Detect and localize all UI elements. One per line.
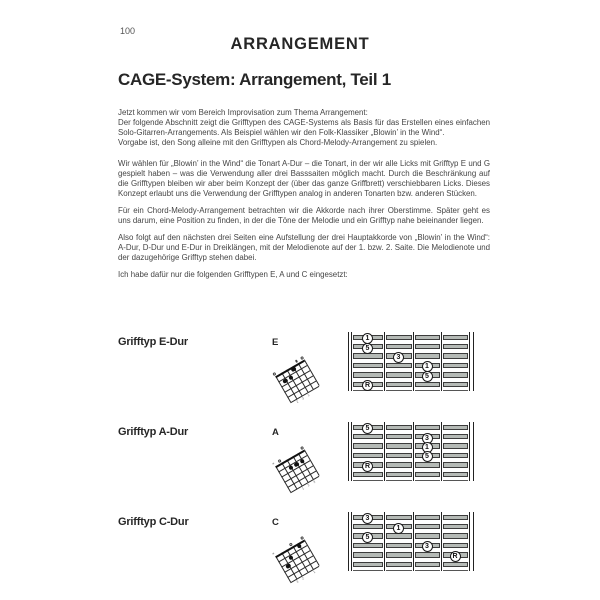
chord-grid-small [270,444,320,500]
fret-line [473,512,474,571]
string-bar [386,453,412,459]
fingering-number: 2 [301,576,305,581]
fret-line [413,422,414,481]
fretboard-bottom-edge [415,390,440,392]
fret-line [384,332,385,391]
chord-type-label: Grifftyp A-Dur [118,426,189,438]
chord-grid [273,356,322,407]
fret-line [351,422,352,481]
fret-line [469,332,470,391]
string-bar [415,382,440,388]
interval-marker: 1 [393,523,404,534]
fret-line [473,422,474,481]
fret-line [469,422,470,481]
string-bar [443,344,468,350]
chord-row [118,420,500,510]
fretboard-bottom-edge [443,570,468,572]
string-bar [386,462,412,468]
string-bar [443,453,468,459]
string-bar [443,524,468,530]
fingering-number: 3 [312,479,317,485]
string-bar [443,434,468,440]
string-bar [415,524,440,530]
chord-grid-small [276,354,320,410]
paragraph-intro: Jetzt kommen wir vom Bereich Improvisation zum Thema Arrangement: [118,108,368,117]
fret-line [348,512,349,571]
string-bar [353,552,383,558]
fret-line [441,422,442,481]
fret-line [351,512,352,571]
fingering-number: 1 [306,393,311,398]
chord-row [118,510,500,600]
string-bar [353,472,383,478]
section-title: ARRANGEMENT [230,35,370,53]
fret-line [413,332,414,391]
paragraph-key-choice: Wir wählen für „Blowin’ in the Wind“ die Tonart A-Dur – die Tonart, in der wir alle Licks mit Grifftyp E und G gespielt haben – was die Verwendung aller drei Basssaiten möglich macht. Durch die Beschränkung auf die Grifftypen bleiben wir aber beim Konzept der (über das ganze Griffbrett) verschiebbaren Licks. Dieses Konzept erlaubt uns die Verwendung der Grifftypen analog in anderen Tonarten bzw. anderen Stücken. [118,159,490,198]
fretboard-bottom-edge [386,570,412,572]
interval-marker: 3 [393,352,404,363]
fingering-number: 1 [312,569,317,575]
string-bar [386,472,412,478]
interval-marker: R [450,551,461,562]
fingering-number: 3 [301,396,305,401]
string-bar [443,443,468,449]
string-bar [353,543,383,549]
fret-line [348,332,349,391]
chord-grid [270,536,322,587]
fretboard-bottom-edge [443,480,468,482]
string-bar [443,363,468,369]
fret-line [351,332,352,391]
string-bar [353,453,383,459]
chord-grid-small [270,534,320,590]
string-bar [443,382,468,388]
interval-marker: 5 [362,532,373,543]
chord-type-label: Grifftyp C-Dur [118,516,189,528]
string-bar [415,335,440,341]
chord-letter: C [272,517,279,528]
interval-marker: 1 [422,442,433,453]
fret-line [441,332,442,391]
string-bar [415,562,440,568]
interval-marker: 3 [362,513,373,524]
page-title: CAGE-System: Arrangement, Teil 1 [118,70,391,89]
interval-marker: R [362,461,373,472]
string-bar [386,425,412,431]
fretboard-diagram [348,512,474,572]
fretboard-diagram [348,422,474,482]
interval-marker: 3 [422,541,433,552]
string-bar [415,472,440,478]
string-bar [443,372,468,378]
fret-line [413,512,414,571]
fretboard-bottom-edge [353,570,383,572]
string-bar [443,533,468,539]
fingering-number: 2 [295,399,300,404]
interval-marker: 5 [422,451,433,462]
string-bar [443,335,468,341]
fretboard-diagram [348,332,474,392]
fret-line [348,422,349,481]
chord-type-label: Grifftyp E-Dur [118,336,188,348]
chord-grid [270,446,322,497]
string-bar [386,562,412,568]
string-bar [353,353,383,359]
fingering-number: 3 [295,579,300,584]
muted-string-marker: × [270,550,276,557]
string-bar [386,443,412,449]
string-bar [415,462,440,468]
string-bar [415,425,440,431]
paragraph-goal: Vorgabe ist, den Song alleine mit den Grifftypen als Chord-Melody-Arrangement zu spielen. [118,138,438,147]
string-bar [386,344,412,350]
chord-diagrams [118,330,500,600]
string-bar [386,335,412,341]
fingering-number: 2 [306,483,311,488]
fretboard-bottom-edge [386,480,412,482]
string-bar [353,434,383,440]
fretboard-bottom-edge [353,480,383,482]
page-number: 100 [120,26,136,36]
string-bar [386,552,412,558]
fret-line [384,422,385,481]
paragraph-grifftypen-used: Ich habe dafür nur die folgenden Grifftypen E, A und C eingesetzt: [118,270,348,279]
paragraph-chord-melody: Für ein Chord-Melody-Arrangement betrachten wir die Akkorde nach ihrer Oberstimme. Später geht es uns darum, eine Position zu finden, in der die Töne der Melodie und ein Grifftyp nahe beieinander liegen. [118,206,490,225]
string-bar [415,533,440,539]
string-bar [415,515,440,521]
fretboard-bottom-edge [386,390,412,392]
string-bar [386,533,412,539]
interval-marker: 5 [362,343,373,354]
string-bar [353,443,383,449]
chord-row [118,330,500,420]
string-bar [386,363,412,369]
interval-marker: 1 [362,333,373,344]
fingering-number: 1 [301,486,305,491]
string-bar [415,552,440,558]
string-bar [443,515,468,521]
fretboard-bottom-edge [443,390,468,392]
string-bar [353,363,383,369]
paragraph-overview: Der folgende Abschnitt zeigt die Grifftypen des CAGE-Systems als Basis für das Erstellen eines einfachen Solo-Gitarren-Arrangements. Als Beispiel wählen wir den Folk-Klassiker „Blowin’ in the Wind“. [118,118,490,137]
string-bar [415,353,440,359]
fret-line [473,332,474,391]
chord-letter: E [272,337,279,348]
body-text [118,108,490,280]
string-bar [443,462,468,468]
string-bar [353,372,383,378]
string-bar [443,353,468,359]
fretboard-bottom-edge [415,480,440,482]
fret-line [469,512,470,571]
string-bar [386,382,412,388]
interval-marker: 5 [362,423,373,434]
string-bar [415,344,440,350]
interval-marker: 3 [422,433,433,444]
muted-string-marker: × [270,460,276,467]
string-bar [386,372,412,378]
fret-line [384,512,385,571]
interval-marker: 1 [422,361,433,372]
chord-letter: A [272,427,279,438]
string-bar [353,524,383,530]
string-bar [386,543,412,549]
fret-line [441,512,442,571]
string-bar [443,562,468,568]
interval-marker: 5 [422,371,433,382]
string-bar [443,543,468,549]
paragraph-next-pages: Also folgt auf den nächsten drei Seiten eine Aufstellung der drei Hauptakkorde von „Blowin’ in the Wind“: A-Dur, D-Dur und E-Dur in Dreiklängen, mit der Melodienote auf der 1. bzw. 2. Saite. Die Melodienote und der dazugehörige Grifftyp stehen dabei. [118,233,490,262]
string-bar [443,425,468,431]
string-bar [386,434,412,440]
fretboard-bottom-edge [415,570,440,572]
string-bar [386,515,412,521]
string-bar [353,562,383,568]
interval-marker: R [362,380,373,391]
string-bar [443,472,468,478]
